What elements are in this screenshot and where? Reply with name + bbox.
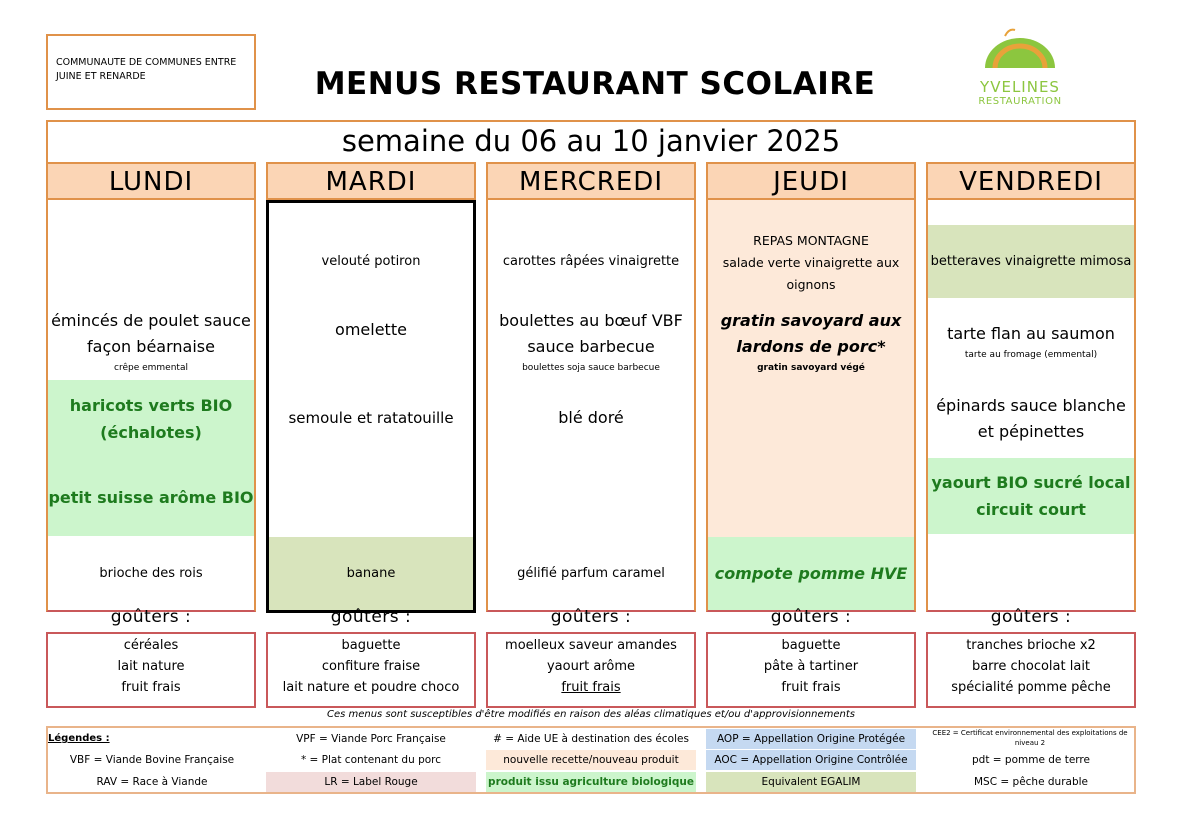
gouter-item: spécialité pomme pêche — [951, 680, 1111, 695]
legend-porc: * = Plat contenant du porc — [300, 754, 442, 766]
side-dish: blé doré — [558, 408, 624, 427]
main-dish-alternative: gratin savoyard végé — [757, 362, 865, 373]
dessert: compote pomme HVE — [714, 564, 908, 583]
gouter-box-jeudi — [706, 632, 916, 708]
organization-name: COMMUNAUTE DE COMMUNES ENTRE JUINE ET RENARDE — [56, 57, 237, 82]
jeudi-dessert — [708, 537, 914, 610]
gouter-box-vendredi — [926, 632, 1136, 708]
side-dish: semoule et ratatouille — [288, 409, 454, 427]
mardi-dessert — [269, 537, 473, 610]
main-dish: boulettes au bœuf VBF sauce barbecue — [499, 310, 683, 356]
gouter-box-lundi — [46, 632, 256, 708]
gouter-item: céréales — [123, 638, 179, 653]
vendredi-side — [928, 380, 1134, 458]
gouter-box-mardi — [266, 632, 476, 708]
week-title: semaine du 06 au 10 janvier 2025 — [341, 124, 841, 158]
mardi-side — [269, 390, 473, 446]
page-title: MENUS RESTAURANT SCOLAIRE — [314, 66, 876, 102]
legend-msc: MSC = pêche durable — [974, 776, 1088, 788]
mardi-starter — [269, 225, 473, 297]
starter: salade verte vinaigrette aux oignons — [722, 255, 900, 292]
day-header-lundi: LUNDI — [46, 162, 256, 200]
gouter-item: lait nature et poudre choco — [282, 680, 460, 695]
starter: carottes râpées vinaigrette — [502, 253, 680, 269]
jeudi-main — [708, 302, 914, 378]
gouter-item: tranches brioche x2 — [966, 638, 1096, 653]
logo-text-sub: RESTAURATION — [978, 96, 1062, 107]
organization-box — [46, 34, 256, 110]
main-dish-alternative: tarte au fromage (emmental) — [964, 349, 1098, 360]
mercredi-side — [488, 390, 694, 446]
gouter-item: yaourt arôme — [546, 659, 636, 674]
legend-rav: RAV = Race à Viande — [96, 776, 208, 788]
main-dish: émincés de poulet sauce façon béarnaise — [51, 310, 251, 356]
dairy: yaourt BIO sucré local circuit court — [931, 473, 1131, 519]
legend-bio: produit issu agriculture biologique — [486, 772, 696, 792]
dessert: brioche des rois — [99, 566, 203, 581]
main-dish: tarte flan au saumon — [947, 323, 1115, 343]
gouter-label-lundi: goûters : — [110, 607, 192, 627]
mercredi-starter — [488, 225, 694, 297]
legend-pdt: pdt = pomme de terre — [972, 754, 1090, 766]
gouter-box-mercredi — [486, 632, 696, 708]
vendredi-main — [928, 300, 1134, 380]
lundi-main — [48, 300, 254, 380]
gouter-label-mercredi: goûters : — [550, 607, 632, 627]
legend-vpf: VPF = Viande Porc Française — [296, 733, 446, 745]
day-header-mardi: MARDI — [266, 162, 476, 200]
starter: velouté potiron — [321, 253, 421, 269]
vendredi-starter — [928, 225, 1134, 298]
legend-cee2: CEE2 = Certificat environnemental des exploitations de niveau 2 — [932, 729, 1128, 747]
lundi-side — [48, 380, 254, 458]
main-dish-alternative: crêpe emmental — [114, 362, 188, 373]
legend-lr: LR = Label Rouge — [266, 772, 476, 792]
gouter-item: confiture fraise — [321, 659, 421, 674]
gouter-item: fruit frais — [121, 680, 181, 695]
lundi-dessert — [48, 536, 254, 611]
gouter-label-jeudi: goûters : — [770, 607, 852, 627]
legend-nouvelle: nouvelle recette/nouveau produit — [486, 750, 696, 770]
side-dish: épinards sauce blanche et pépinettes — [936, 396, 1126, 441]
logo-arch-icon — [965, 24, 1075, 72]
gouter-item: fruit frais — [561, 680, 621, 695]
lundi-dairy — [48, 458, 254, 536]
gouter-item: fruit frais — [781, 680, 841, 695]
vendredi-dairy — [928, 458, 1134, 534]
day-header-vendredi: VENDREDI — [926, 162, 1136, 200]
dessert: gélifié parfum caramel — [517, 566, 665, 581]
day-header-jeudi: JEUDI — [706, 162, 916, 200]
gouter-item: moelleux saveur amandes — [505, 638, 677, 653]
disclaimer: Ces menus sont susceptibles d'être modifiés en raison des aléas climatiques et/ou d'approvisionnements — [326, 709, 856, 720]
theme-label: REPAS MONTAGNE — [753, 233, 869, 248]
dairy: petit suisse arôme BIO — [48, 487, 254, 507]
legend-egalim: Equivalent EGALIM — [706, 772, 916, 792]
mercredi-dessert — [488, 536, 694, 611]
day-header-mercredi: MERCREDI — [486, 162, 696, 200]
gouter-label-vendredi: goûters : — [990, 607, 1072, 627]
main-dish-alternative: boulettes soja sauce barbecue — [522, 362, 660, 373]
gouter-item: pâte à tartiner — [763, 659, 859, 674]
jeudi-starter — [708, 222, 914, 304]
mercredi-main — [488, 300, 694, 380]
side-dish: haricots verts BIO (échalotes) — [69, 396, 233, 442]
legend-ue: # = Aide UE à destination des écoles — [493, 733, 689, 745]
legend-title: Légendes : — [48, 733, 110, 744]
yvelines-restauration-logo — [960, 24, 1080, 107]
dessert: banane — [346, 566, 396, 581]
gouter-item: barre chocolat lait — [971, 659, 1091, 674]
legend-aop: AOP = Appellation Origine Protégée — [706, 729, 916, 749]
gouter-item: lait nature — [117, 659, 185, 674]
main-dish: gratin savoyard aux lardons de porc* — [720, 310, 902, 356]
starter: betteraves vinaigrette mimosa — [930, 254, 1132, 269]
legend-vbf: VBF = Viande Bovine Française — [69, 754, 235, 766]
gouter-item: baguette — [781, 638, 841, 653]
mardi-main — [269, 300, 473, 360]
gouter-item: baguette — [341, 638, 401, 653]
legend-aoc: AOC = Appellation Origine Contrôlée — [706, 750, 916, 770]
logo-text-main: YVELINES — [980, 78, 1060, 96]
gouter-label-mardi: goûters : — [330, 607, 412, 627]
main-dish: omelette — [335, 320, 407, 339]
